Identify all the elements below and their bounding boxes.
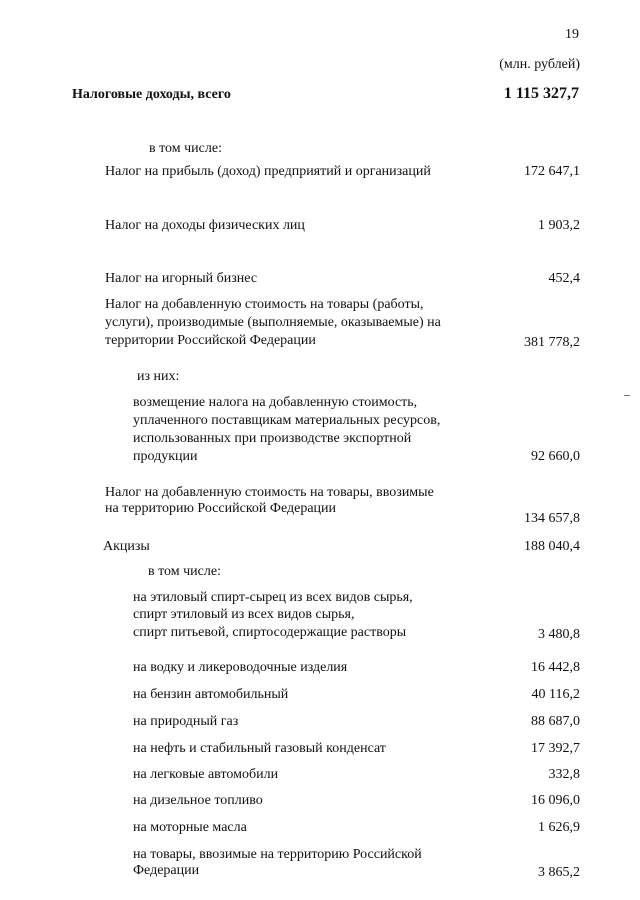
excise-item-value: 332,8 <box>548 767 580 782</box>
excise-value: 188 040,4 <box>524 539 580 554</box>
excise-item-line: на нефть и стабильный газовый конденсат <box>133 741 386 756</box>
vat-refund-line-1: возмещение налога на добавленную стоимость, <box>133 395 418 410</box>
subheading-in-that-number: в том числе: <box>149 141 222 156</box>
personal-income-tax-label: Налог на доходы физических лиц <box>105 218 305 233</box>
vat-domestic-line-2: услуги), производимые (выполняемые, оказываемые) на <box>105 315 441 330</box>
excise-item-line: на легковые автомобили <box>133 767 279 782</box>
units-label: (млн. рублей) <box>499 57 580 72</box>
excise-item-line: на этиловый спирт-сырец из всех видов сырья, <box>133 590 413 605</box>
excise-item-value: 1 626,9 <box>538 820 580 835</box>
excise-item-line: спирт питьевой, спиртосодержащие растворы <box>133 625 407 640</box>
vat-refund-line-4: продукции <box>133 449 198 464</box>
excise-item-line: на моторные масла <box>133 820 247 835</box>
vat-refund-value: 92 660,0 <box>531 449 580 464</box>
profit-tax-value: 172 647,1 <box>524 164 580 179</box>
vat-domestic-line-1: Налог на добавленную стоимость на товары (работы, <box>105 297 424 312</box>
vat-domestic-line-3: территории Российской Федерации <box>105 333 316 348</box>
gambling-tax-label: Налог на игорный бизнес <box>105 271 258 286</box>
excise-item-line: на дизельное топливо <box>133 793 263 808</box>
vat-import-line-1: Налог на добавленную стоимость на товары, ввозимые <box>105 485 434 500</box>
excise-label: Акцизы <box>103 539 150 554</box>
margin-mark <box>624 395 630 396</box>
profit-tax-label: Налог на прибыль (доход) предприятий и организаций <box>105 164 431 179</box>
excise-item-value: 16 096,0 <box>531 793 580 808</box>
total-value: 1 115 327,7 <box>503 85 579 102</box>
vat-import-line-2: на территорию Российской Федерации <box>105 501 337 516</box>
excise-item-value: 88 687,0 <box>531 714 580 729</box>
excise-item-line: Федерации <box>133 863 200 878</box>
page-number: 19 <box>565 27 579 42</box>
subheading-of-which: из них: <box>137 369 180 384</box>
vat-refund-line-3: использованных при производстве экспортной <box>133 431 412 446</box>
excise-item-value: 16 442,8 <box>531 660 580 675</box>
personal-income-tax-value: 1 903,2 <box>538 218 580 233</box>
vat-import-value: 134 657,8 <box>524 511 580 526</box>
excise-item-value: 3 480,8 <box>538 627 580 642</box>
vat-refund-line-2: уплаченного поставщикам материальных ресурсов, <box>133 413 441 428</box>
excise-item-line: на товары, ввозимые на территорию Российской <box>133 847 422 862</box>
excise-item-line: спирт этиловый из всех видов сырья, <box>133 607 355 622</box>
excise-item-value: 40 116,2 <box>531 687 580 702</box>
excise-item-line: на природный газ <box>133 714 239 729</box>
excise-item-line: на водку и ликероводочные изделия <box>133 660 348 675</box>
vat-domestic-value: 381 778,2 <box>524 335 580 350</box>
excise-item-value: 17 392,7 <box>531 741 580 756</box>
total-label: Налоговые доходы, всего <box>72 87 231 102</box>
excise-item-value: 3 865,2 <box>538 865 580 880</box>
subheading-in-that-number-excise: в том числе: <box>148 564 221 579</box>
excise-item-line: на бензин автомобильный <box>133 687 289 702</box>
gambling-tax-value: 452,4 <box>548 271 580 286</box>
